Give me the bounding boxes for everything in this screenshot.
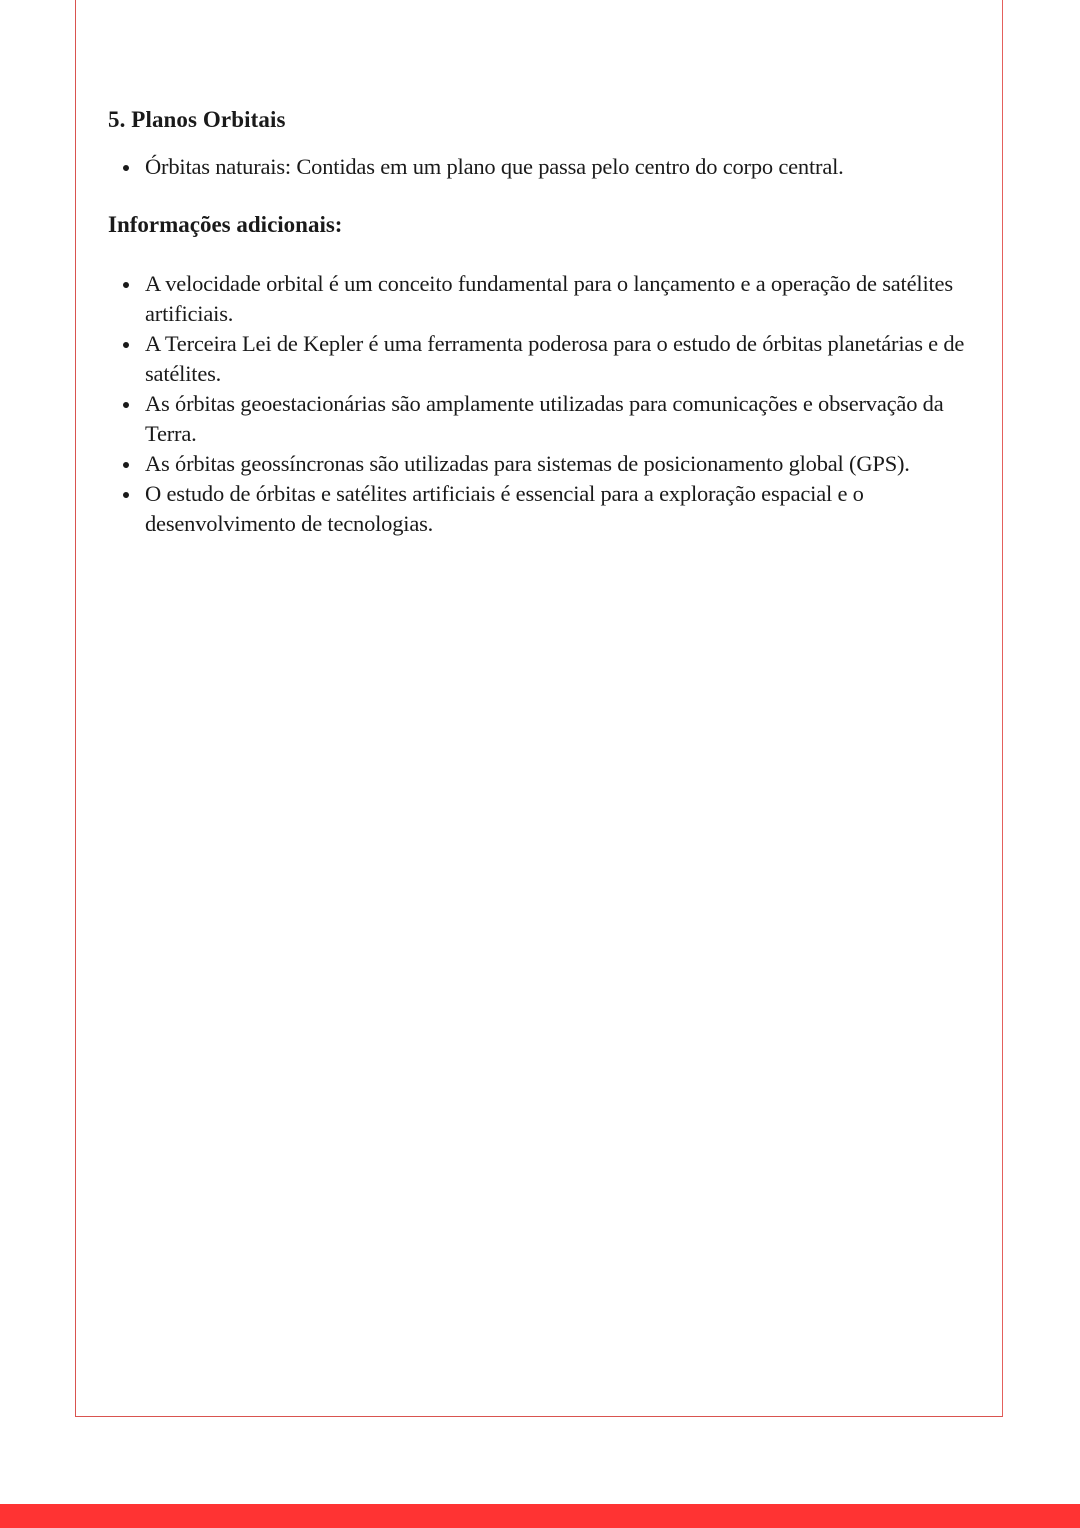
list-item: A Terceira Lei de Kepler é uma ferramenta poderosa para o estudo de órbitas planetárias e de satélites. (145, 329, 978, 389)
document-content (108, 104, 978, 539)
list-item: As órbitas geossíncronas são utilizadas para sistemas de posicionamento global (GPS). (145, 449, 978, 479)
list-item: As órbitas geoestacionárias são amplamente utilizadas para comunicações e observação da Terra. (145, 389, 978, 449)
section-heading-planos-orbitais: 5. Planos Orbitais (108, 107, 286, 132)
additional-bullet-list (108, 269, 978, 539)
list-item: Órbitas naturais: Contidas em um plano que passa pelo centro do corpo central. (145, 152, 978, 182)
list-item: O estudo de órbitas e satélites artificiais é essencial para a exploração espacial e o desenvolvimento de tecnologias. (145, 479, 978, 539)
list-item: A velocidade orbital é um conceito fundamental para o lançamento e a operação de satélites artificiais. (145, 269, 978, 329)
section-heading-informacoes-adicionais: Informações adicionais: (108, 212, 343, 237)
bottom-accent-bar (0, 1504, 1080, 1528)
section5-bullet-list (108, 152, 978, 182)
